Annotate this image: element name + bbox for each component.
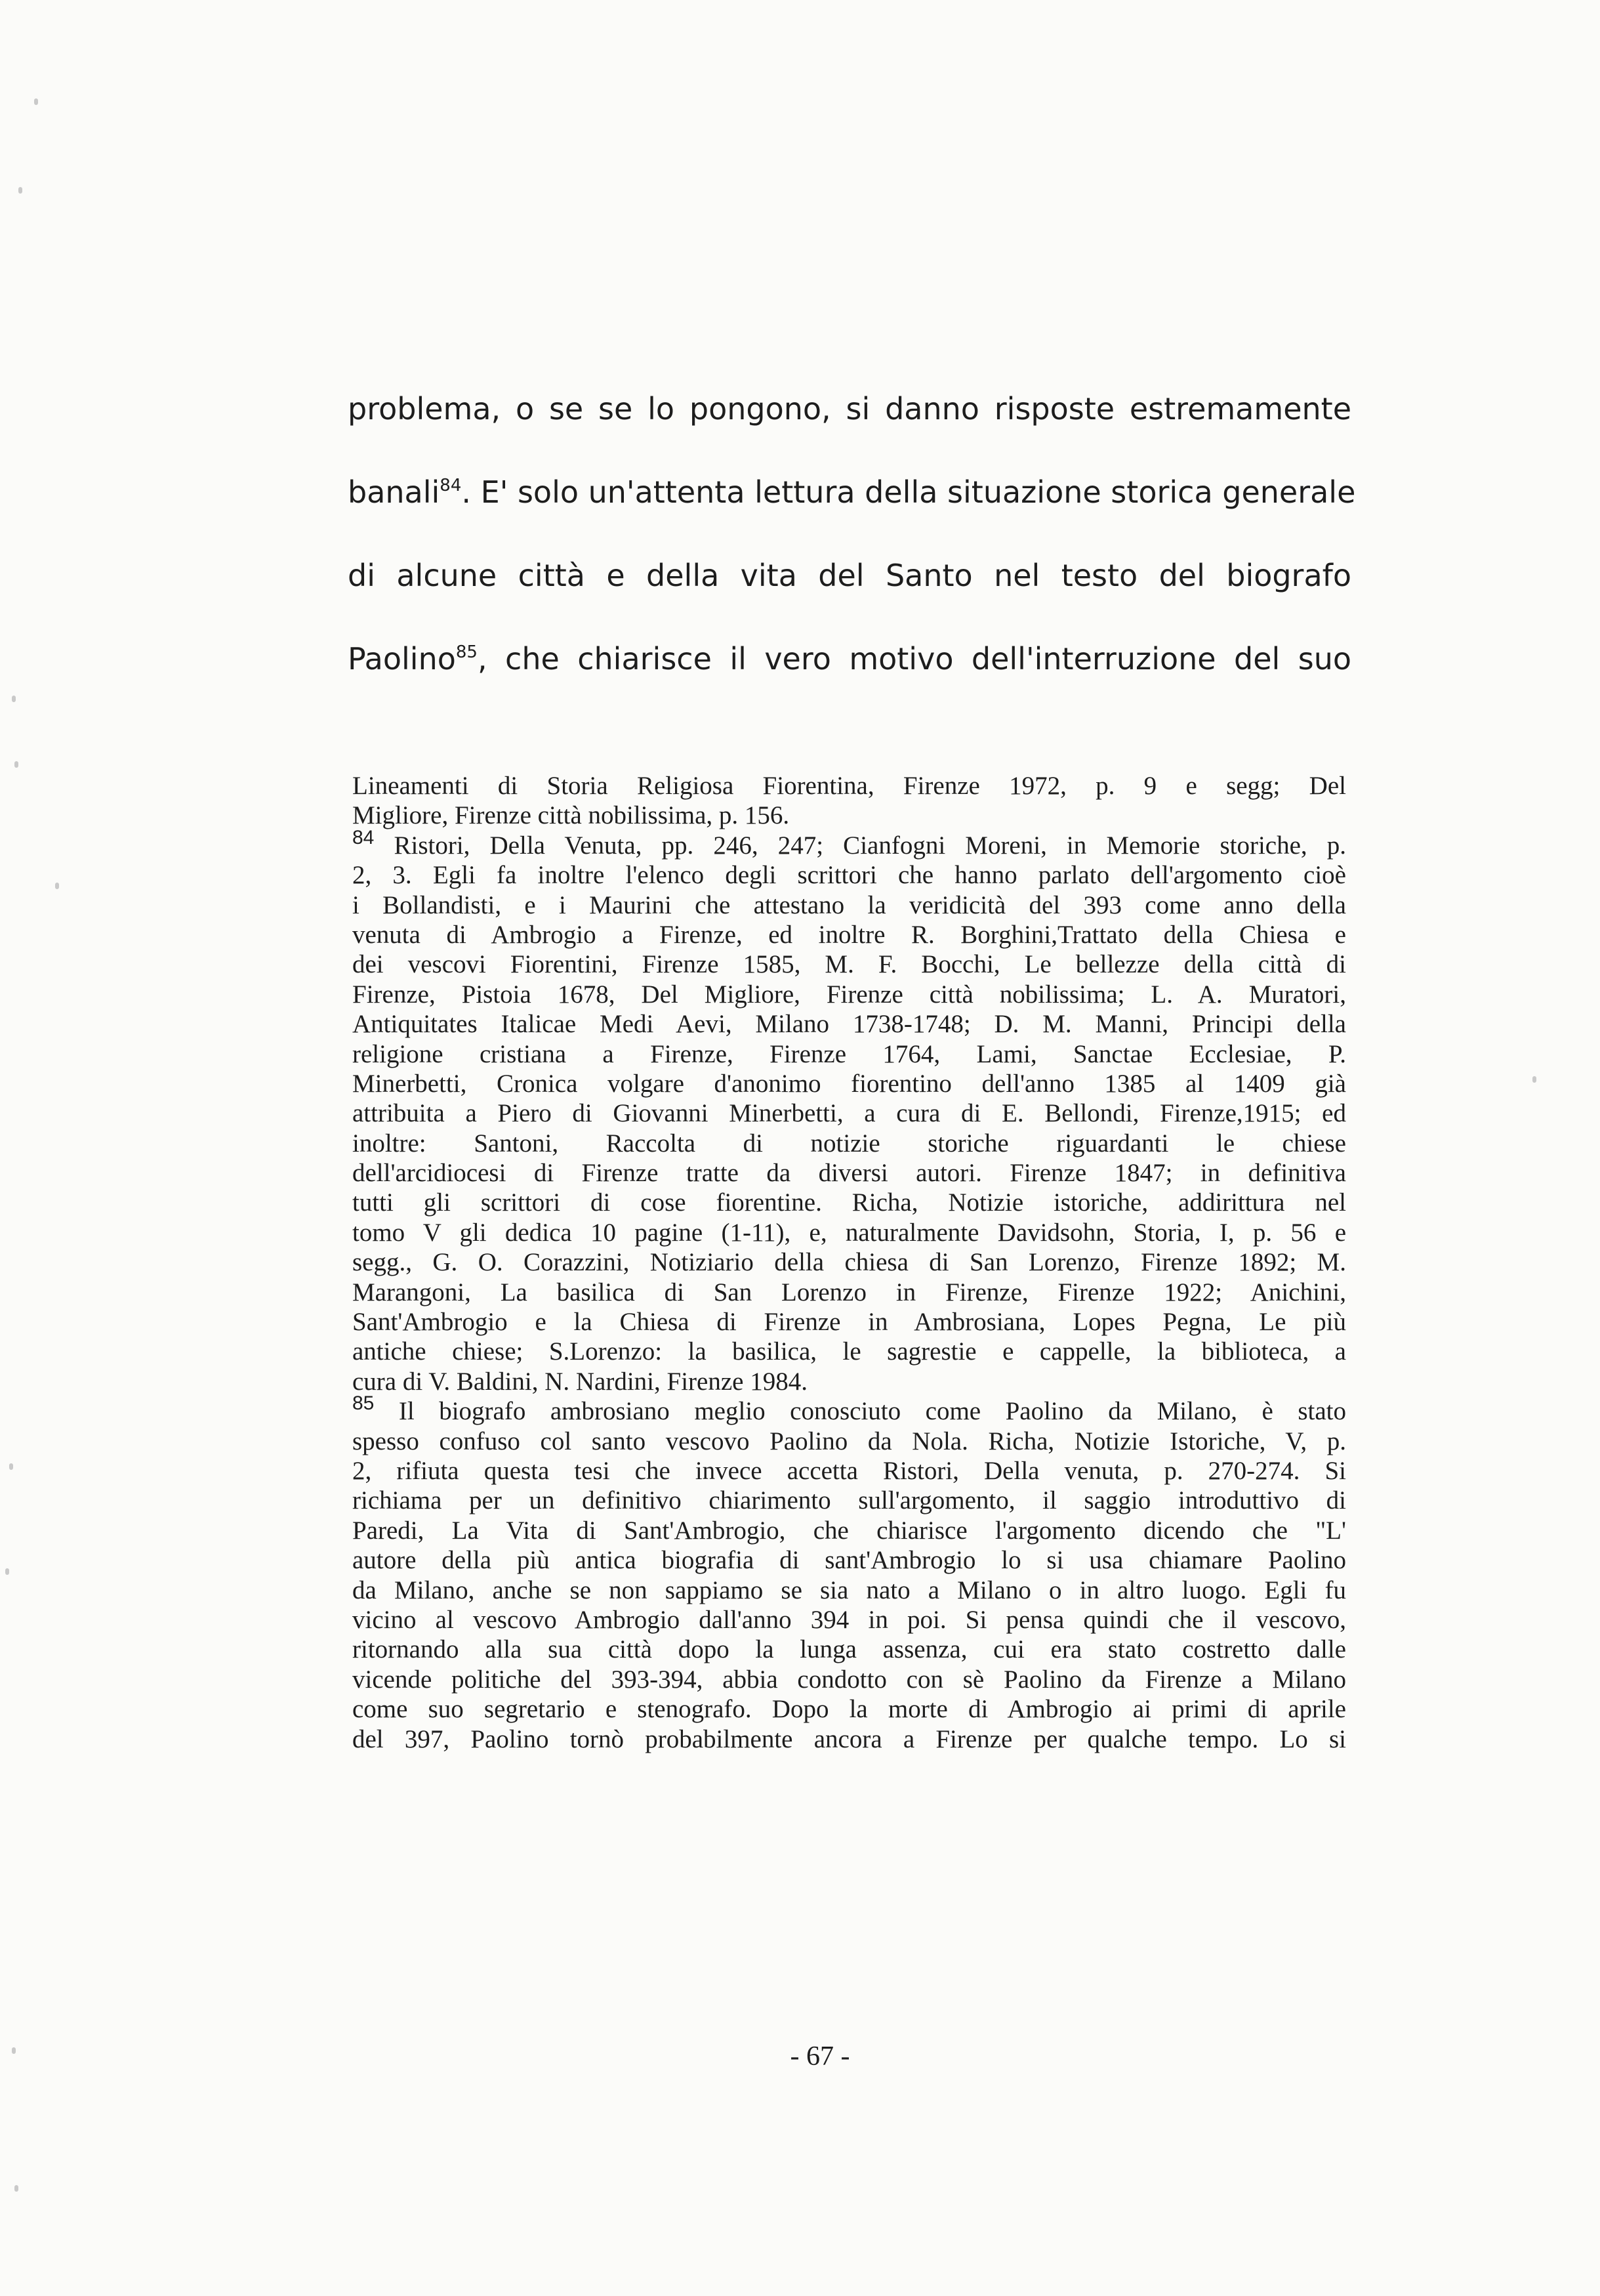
main-text-fragment: . E' solo un'attenta lettura della situazione storica generale <box>461 474 1356 510</box>
footnote-line: segg., G. O. Corazzini, Notiziario della chiesa di San Lorenzo, Firenze 1892; M. <box>352 1248 1346 1277</box>
footnote-line: dei vescovi Fiorentini, Firenze 1585, M. F. Bocchi, Le bellezze della città di <box>352 950 1346 979</box>
main-line <box>348 451 1356 534</box>
footnote-line: Lineamenti di Storia Religiosa Fiorentina, Firenze 1972, p. 9 e segg; Del <box>352 772 1346 800</box>
footnotes <box>352 771 1346 1754</box>
footnote-line: da Milano, anche se non sappiamo se sia nato a Milano o in altro luogo. Egli fu <box>352 1576 1346 1604</box>
footnote-line: venuta di Ambrogio a Firenze, ed inoltre R. Borghini,Trattato della Chiesa e <box>352 920 1346 949</box>
footnote-line: Minerbetti, Cronica volgare d'anonimo fiorentino dell'anno 1385 al 1409 già <box>352 1069 1346 1098</box>
footnote-continuation <box>352 771 1346 831</box>
footnote-line: spesso confuso col santo vescovo Paolino da Nola. Richa, Notizie Istoriche, V, p. <box>352 1427 1346 1455</box>
main-line: problema, o se se lo pongono, si danno risposte estremamente <box>348 391 1351 427</box>
footnote-line: Antiquitates Italicae Medi Aevi, Milano 1738-1748; D. M. Manni, Principi della <box>352 1010 1346 1039</box>
footnote-line: Marangoni, La basilica di San Lorenzo in Firenze, Firenze 1922; Anichini, <box>352 1278 1346 1306</box>
footnote-line: antiche chiese; S.Lorenzo: la basilica, le sagrestie e cappelle, la biblioteca, a <box>352 1337 1346 1366</box>
footnote-line: i Bollandisti, e i Maurini che attestano la veridicità del 393 come anno della <box>352 890 1346 919</box>
main-text-fragment: Paolino <box>348 641 456 677</box>
footnote-line: tomo V gli dedica 10 pagine (1-11), e, naturalmente Davidsohn, Storia, I, p. 56 e <box>352 1218 1346 1247</box>
footnote-line: 2, 3. Egli fa inoltre l'elenco degli scrittori che hanno parlato dell'argomento cioè <box>352 861 1346 890</box>
footnote-line: vicende politiche del 393-394, abbia condotto con sè Paolino da Firenze a Milano <box>352 1665 1346 1694</box>
footnote-text: Il biografo ambrosiano meglio conosciuto come Paolino da Milano, è stato <box>398 1397 1347 1426</box>
footnote-line: del 397, Paolino tornò probabilmente ancora a Firenze per qualche tempo. Lo si <box>352 1724 1346 1753</box>
footnote-line: Migliore, Firenze città nobilissima, p. 156. <box>352 801 790 830</box>
footnote-text: Ristori, Della Venuta, pp. 246, 247; Cianfogni Moreni, in Memorie storiche, p. <box>394 831 1346 860</box>
scan-speck <box>5 1568 9 1575</box>
scan-speck <box>9 1463 13 1470</box>
scan-speck <box>1532 1076 1536 1083</box>
scan-speck <box>34 98 38 105</box>
scan-speck <box>55 883 59 889</box>
main-text-fragment: banali <box>348 474 440 510</box>
footnote-85 <box>352 1392 1347 1754</box>
footnote-line: attribuita a Piero di Giovanni Minerbetti, a cura di E. Bellondi, Firenze,1915; ed <box>352 1099 1346 1128</box>
footnote-number: 85 <box>352 1392 375 1415</box>
footnote-line: Sant'Ambrogio e la Chiesa di Firenze in Ambrosiana, Lopes Pegna, Le più <box>352 1308 1346 1337</box>
main-text-fragment: , che chiarisce il vero motivo dell'interruzione del suo <box>477 641 1351 677</box>
footnote-line: vicino al vescovo Ambrogio dall'anno 394 in poi. Si pensa quindi che il vescovo, <box>352 1605 1346 1634</box>
footnote-84 <box>352 826 1346 1396</box>
footnote-line: 2, rifiuta questa tesi che invece accetta Ristori, Della venuta, p. 270-274. Si <box>352 1456 1346 1485</box>
footnote-line: ritornando alla sua città dopo la lunga assenza, cui era stato costretto dalle <box>352 1635 1346 1664</box>
scan-speck <box>12 2047 16 2054</box>
footnote-line <box>352 1392 1347 1426</box>
footnote-line: cura di V. Baldini, N. Nardini, Firenze 1984. <box>352 1367 808 1396</box>
scan-speck <box>12 696 16 702</box>
footnote-number: 84 <box>352 826 375 848</box>
footnote-line: Firenze, Pistoia 1678, Del Migliore, Firenze città nobilissima; L. A. Muratori, <box>352 980 1346 1009</box>
scan-speck <box>14 2185 18 2192</box>
main-line: di alcune città e della vita del Santo nel testo del biografo <box>348 558 1351 593</box>
footnote-line: richiama per un definitivo chiarimento sull'argomento, il saggio introduttivo di <box>352 1486 1346 1515</box>
footnote-line: come suo segretario e stenografo. Dopo la morte di Ambrogio ai primi di aprile <box>352 1695 1346 1724</box>
footnote-line: Paredi, La Vita di Sant'Ambrogio, che chiarisce l'argomento dicendo che "L' <box>352 1516 1346 1545</box>
footnote-line: dell'arcidiocesi di Firenze tratte da diversi autori. Firenze 1847; in definitiva <box>352 1159 1346 1188</box>
main-text <box>348 367 1356 701</box>
footnote-line: autore della più antica biografia di sant'Ambrogio lo si usa chiamare Paolino <box>352 1546 1346 1575</box>
scan-speck <box>18 187 22 194</box>
footnote-line: inoltre: Santoni, Raccolta di notizie storiche riguardanti le chiese <box>352 1129 1346 1158</box>
footnote-line: religione cristiana a Firenze, Firenze 1764, Lami, Sanctae Ecclesiae, P. <box>352 1039 1346 1068</box>
footnote-ref: 84 <box>440 476 462 495</box>
footnote-ref: 85 <box>455 642 478 662</box>
footnote-line <box>352 826 1346 860</box>
scan-speck <box>14 761 18 768</box>
page-number: - 67 - <box>790 2041 850 2072</box>
main-line <box>348 617 1351 701</box>
footnote-line: tutti gli scrittori di cose fiorentine. Richa, Notizie istoriche, addirittura nel <box>352 1188 1346 1217</box>
